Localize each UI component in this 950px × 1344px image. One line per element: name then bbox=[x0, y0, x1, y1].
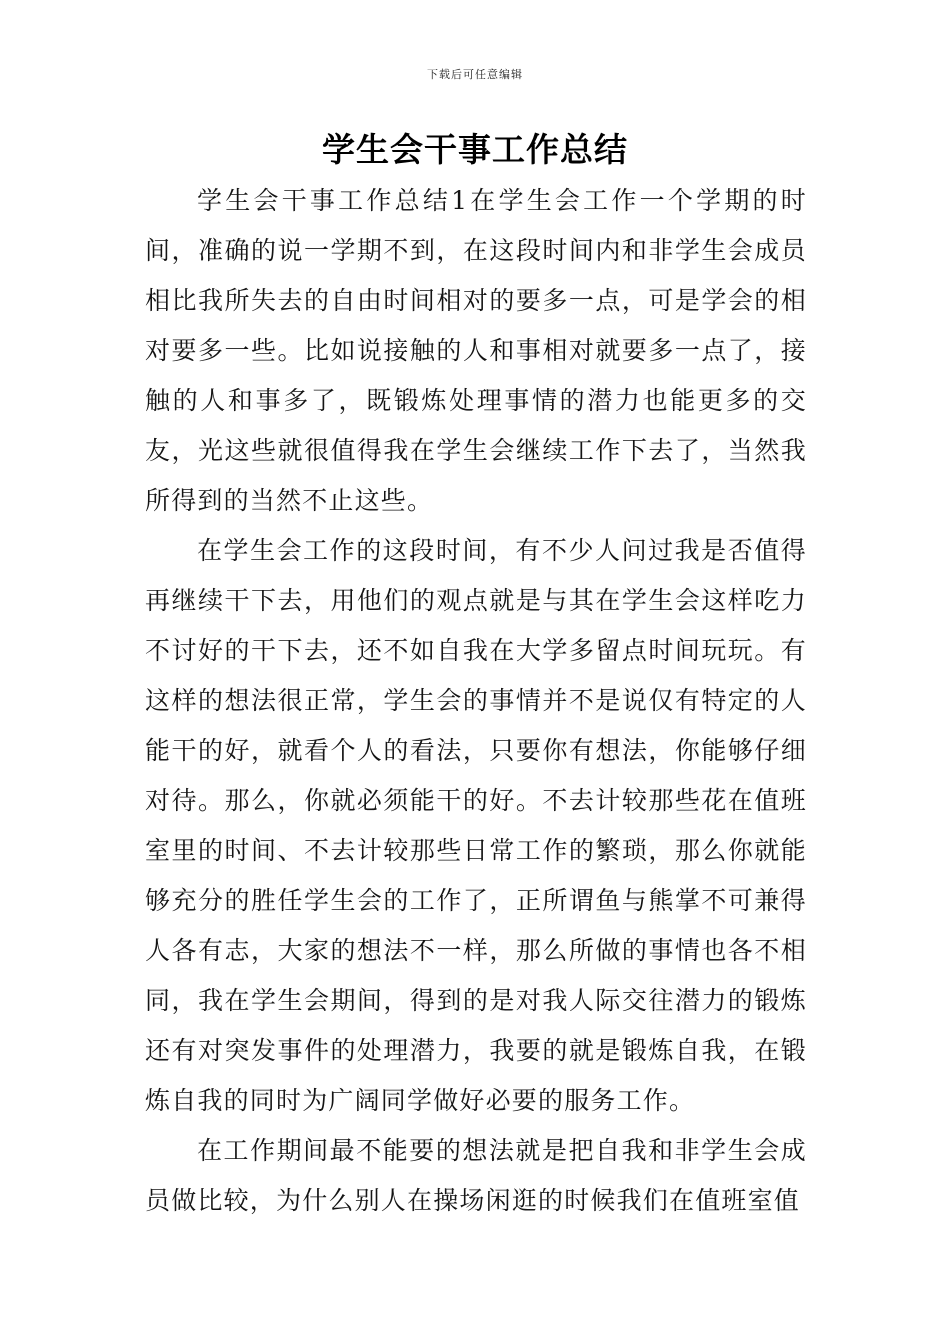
document-title: 学生会干事工作总结 bbox=[322, 130, 628, 169]
paragraph-2: 在学生会工作的这段时间，有不少人问过我是否值得再继续干下去，用他们的观点就是与其在学生会这样吃力不讨好的干下去，还不如自我在大学多留点时间玩玩。有这样的想法很正常，学生会的事情并不是说仅有特定的人能干的好，就看个人的看法，只要你有想法，你能够仔细对待。那么，你就必须能干的好。不去计较那些花在值班室里的时间、不去计较那些日常工作的繁琐，那么你就能够充分的胜任学生会的工作了，正所谓鱼与熊掌不可兼得人各有志，大家的想法不一样，那么所做的事情也各不相同，我在学生会期间，得到的是对我人际交往潜力的锻炼还有对突发事件的处理潜力，我要的就是锻炼自我，在锻炼自我的同时为广阔同学做好必要的服务工作。 bbox=[145, 536, 807, 1115]
paragraph-1: 学生会干事工作总结1在学生会工作一个学期的时间，准确的说一学期不到，在这段时间内和非学生会成员相比我所失去的自由时间相对的要多一点，可是学会的相对要多一些。比如说接触的人和事相对就要多一点了，接触的人和事多了，既锻炼处理事情的潜力也能更多的交友，光这些就很值得我在学生会继续工作下去了，当然我所得到的当然不止这些。 bbox=[145, 186, 807, 515]
header-note: 下载后可任意编辑 bbox=[427, 68, 523, 81]
paragraph-3: 在工作期间最不能要的想法就是把自我和非学生会成员做比较，为什么别人在操场闲逛的时候我们在值班室值 bbox=[145, 1136, 807, 1215]
document-body bbox=[145, 176, 807, 1226]
